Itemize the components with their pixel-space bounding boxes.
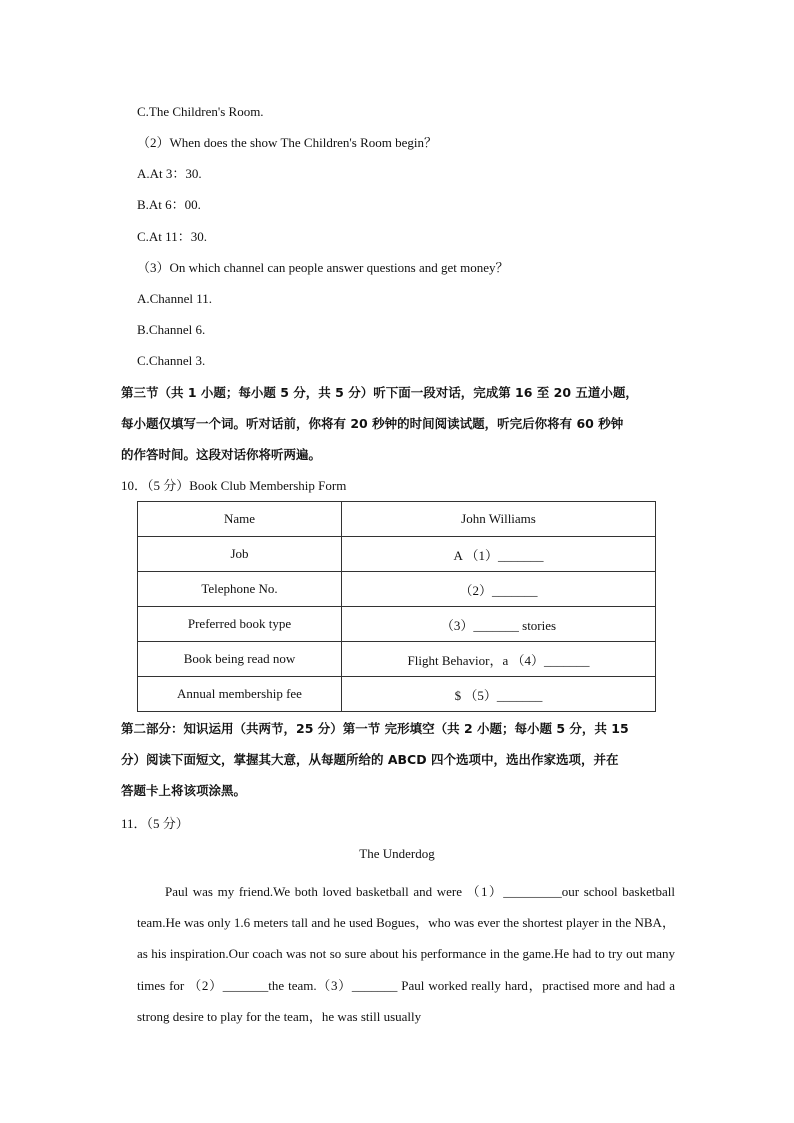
table-row xyxy=(138,677,656,712)
question-11-heading: 11．（5 分） xyxy=(121,816,189,831)
sub-question-3: （3）On which channel can people answer questions and get money？ xyxy=(137,260,509,275)
section3-instructions-line2: 每小题仅填写一个词。听对话前，你将有 20 秒钟的时间阅读试题，听完后你将有 60 秒钟 xyxy=(121,416,624,431)
row-label: Telephone No. xyxy=(138,572,342,607)
option-c-previous: C.The Children's Room. xyxy=(137,104,264,119)
question-10-heading: 10．（5 分）Book Club Membership Form xyxy=(121,478,347,493)
row-value: （2）_______ xyxy=(342,572,656,607)
row-value: $ （5）_______ xyxy=(342,677,656,712)
passage-title: The Underdog xyxy=(359,846,435,861)
sub3-option-c: C.Channel 3. xyxy=(137,353,206,368)
row-label: Name xyxy=(138,502,342,537)
part2-instructions-line1: 第二部分：知识运用（共两节，25 分）第一节 完形填空（共 2 小题；每小题 5 分，共 15 xyxy=(121,721,629,736)
row-label: Preferred book type xyxy=(138,607,342,642)
table-row xyxy=(138,607,656,642)
membership-form-table xyxy=(137,501,656,712)
sub2-option-b: B.At 6：00. xyxy=(137,197,201,212)
row-value: （3）_______ stories xyxy=(342,607,656,642)
sub2-option-a: A.At 3：30. xyxy=(137,166,202,181)
part2-instructions-line3: 答题卡上将该项涂黑。 xyxy=(121,783,247,798)
row-value: Flight Behavior，a （4）_______ xyxy=(342,642,656,677)
passage-body: Paul was my friend.We both loved basketball and were （1）_________our school basketball team.He was only 1.6 meters tall and he used Bogues，who was ever the shortest player in the NBA，as his inspiration.Our coach was not so sure about his performance in the game.He had to try out many times for （2）_______the team.（3）_______ Paul worked really hard，practised more and had a strong desire to play for the team，he was still usually xyxy=(137,884,675,1024)
part2-instructions-line2: 分）阅读下面短文，掌握其大意，从每题所给的 ABCD 四个选项中，选出作家选项，并在 xyxy=(121,752,619,767)
table-row xyxy=(138,572,656,607)
table-row xyxy=(138,502,656,537)
table-row xyxy=(138,642,656,677)
row-label: Job xyxy=(138,537,342,572)
sub-question-2: （2）When does the show The Children's Room begin？ xyxy=(137,135,437,150)
sub3-option-b: B.Channel 6. xyxy=(137,322,206,337)
row-value: A （1）_______ xyxy=(342,537,656,572)
section3-instructions-line1: 第三节（共 1 小题；每小题 5 分，共 5 分）听下面一段对话，完成第 16 至 20 五道小题， xyxy=(121,385,638,400)
sub2-option-c: C.At 11：30. xyxy=(137,229,207,244)
table-row xyxy=(138,537,656,572)
row-label: Annual membership fee xyxy=(138,677,342,712)
row-label: Book being read now xyxy=(138,642,342,677)
section3-instructions-line3: 的作答时间。这段对话你将听两遍。 xyxy=(121,447,322,462)
row-value: John Williams xyxy=(342,502,656,537)
sub3-option-a: A.Channel 11. xyxy=(137,291,212,306)
